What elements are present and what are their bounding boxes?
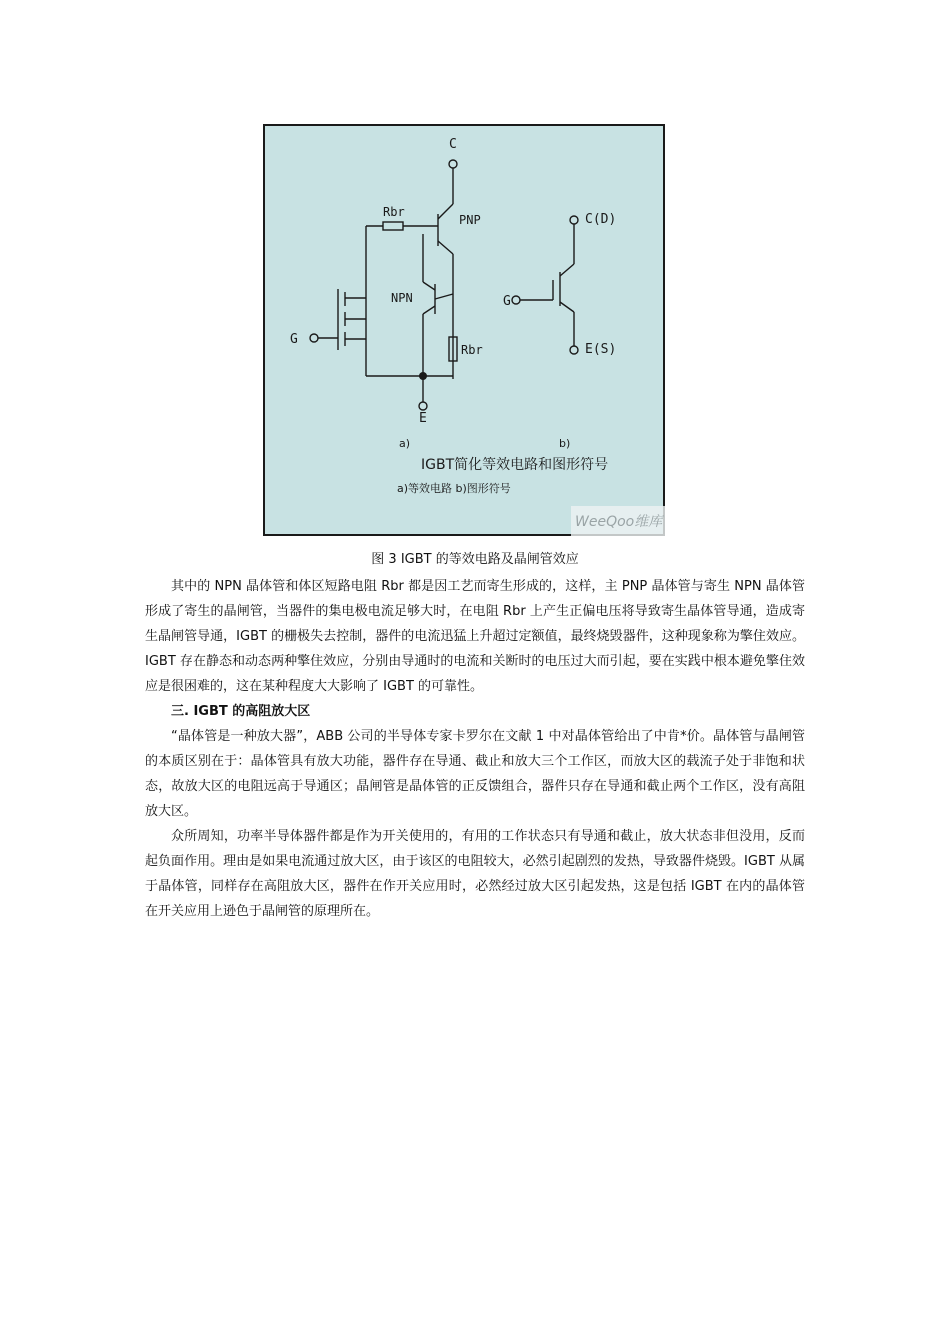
figure-caption: 图 3 IGBT 的等效电路及晶闸管效应 — [371, 552, 579, 567]
igbt-figure — [263, 124, 665, 536]
section-heading: 三. IGBT 的高阻放大区 — [171, 704, 311, 719]
watermark: WeeQoo维库 — [575, 514, 663, 530]
figure-legend: a)等效电路 b)图形符号 — [397, 482, 511, 495]
label-es: E(S) — [585, 342, 617, 357]
junction-dot — [419, 372, 427, 380]
label-e: E — [419, 411, 427, 426]
label-g-right: G — [503, 294, 511, 309]
paragraph-3: 众所周知，功率半导体器件都是作为开关使用的，有用的工作状态只有导通和截止，放大状态非但没用，反而起负面作用。理由是如果电流通过放大区，由于该区的电阻较大，必然引起剧烈的发热，导致器件烧毁。IGBT 从属于晶体管，同样存在高阻放大区，器件在作开关应用时，必然经过放大区引起发热，这是包括 IGBT 在内的晶体管在开关应用上逊色于晶闸管的原理所在。 — [145, 829, 805, 919]
figure-frame — [264, 125, 664, 535]
paragraph-2: “晶体管是一种放大器”，ABB 公司的半导体专家卡罗尔在文献 1 中对晶体管给出了中肯*价。晶体管与晶闸管的本质区别在于：晶体管具有放大功能，器件存在导通、截止和放大三个工作区，而放大区的载流子处于非饱和状态，故放大区的电阻远高于导通区；晶闸管是晶体管的正反馈组合，器件只存在导通和截止两个工作区，没有高阻放大区。 — [145, 729, 805, 819]
figure-title: IGBT简化等效电路和图形符号 — [421, 457, 609, 473]
label-pnp: PNP — [459, 213, 481, 227]
circuit-diagram — [263, 124, 665, 536]
paragraph-1: 其中的 NPN 晶体管和体区短路电阻 Rbr 都是因工艺而寄生形成的，这样，主 PNP 晶体管与寄生 NPN 晶体管形成了寄生的晶闸管，当器件的集电极电流足够大时，在电阻 Rbr 上产生正偏电压将导致寄生晶体管导通，造成寄生晶闸管导通，IGBT 的栅极失去控制，器件的电流迅猛上升超过定额值，最终烧毁器件，这种现象称为擎住效应。IGBT 存在静态和动态两种擎住效应，分别由导通时的电流和关断时的电压过大而引起，要在实践中根本避免擎住效应是很困难的，这在某种程度大大影响了 IGBT 的可靠性。 — [145, 579, 805, 694]
label-sub-b: b) — [559, 437, 571, 450]
label-cd: C(D) — [585, 212, 617, 227]
label-rbr-right: Rbr — [461, 343, 483, 357]
label-rbr-top: Rbr — [383, 205, 405, 219]
label-g-left: G — [290, 332, 298, 347]
body-text — [145, 574, 805, 924]
label-npn: NPN — [391, 291, 413, 305]
label-sub-a: a) — [399, 437, 411, 450]
label-c: C — [449, 137, 457, 152]
